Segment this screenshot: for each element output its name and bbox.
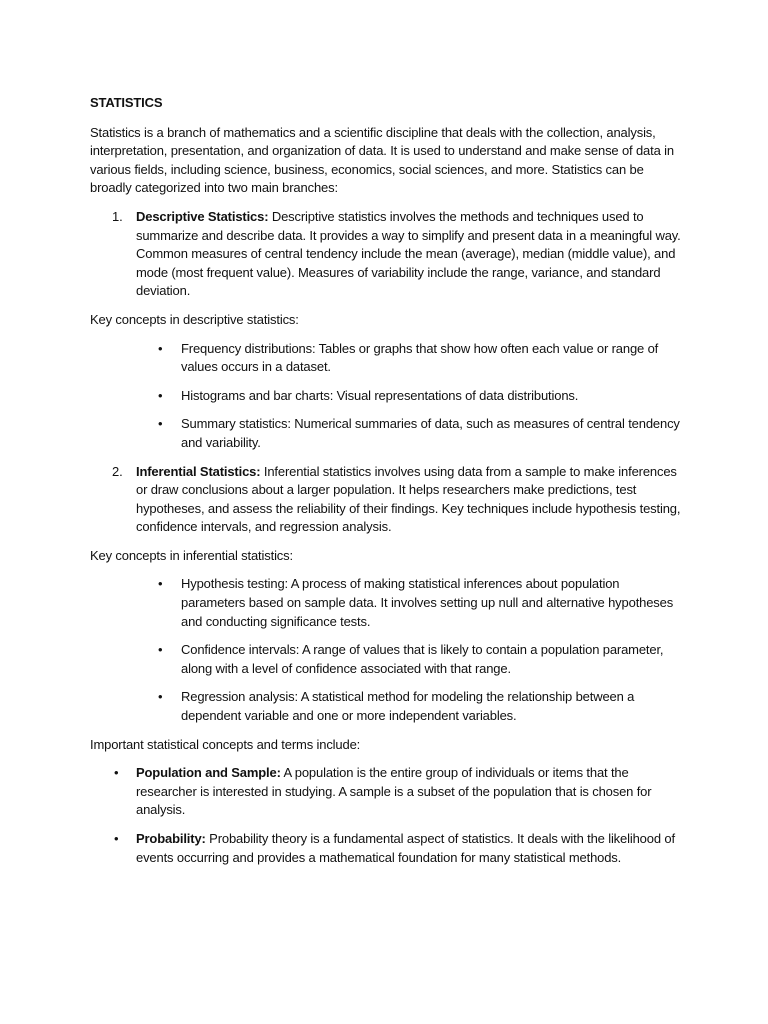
term-text: A population is the entire group of individuals or items that the researcher is interested in studying. A sample is a subset of the population that is chosen for analysis.: [136, 765, 652, 818]
term-item-population: [90, 764, 686, 820]
branch-item-inferential: [90, 463, 686, 537]
list-number: 1.: [112, 208, 123, 224]
list-item: [90, 575, 686, 631]
term-label: Population and Sample:: [136, 765, 281, 781]
list-number: 2.: [112, 463, 123, 479]
bullet-icon: •: [158, 689, 163, 705]
list-item: [90, 387, 686, 406]
list-item-text: Frequency distributions: Tables or graphs that show how often each value or range of values occurs in a dataset.: [181, 340, 659, 375]
branch-term: Descriptive Statistics:: [136, 208, 269, 224]
term-item-probability: [90, 830, 686, 867]
bullet-icon: •: [158, 340, 163, 356]
branch-term: Inferential Statistics:: [136, 463, 261, 479]
bullet-icon: •: [114, 765, 119, 781]
term-label: Probability:: [136, 831, 206, 846]
bullet-icon: •: [158, 642, 163, 658]
bullet-icon: •: [158, 416, 163, 432]
inferential-heading: Key concepts in inferential statistics:: [90, 547, 293, 563]
list-item: [90, 415, 686, 452]
list-item-text: Summary statistics: Numerical summaries of data, such as measures of central tendency and variability.: [181, 416, 680, 450]
list-item-text: Regression analysis: A statistical method for modeling the relationship between a dependent variable and one or more independent variables.: [181, 689, 635, 724]
terms-heading: Important statistical concepts and terms include:: [90, 736, 361, 752]
bullet-icon: •: [114, 831, 119, 846]
list-item: [90, 340, 686, 377]
bullet-icon: •: [158, 576, 163, 592]
branch-text: Inferential statistics involves using data from a sample to make inferences or draw conclusions about a larger population. It helps researchers make predictions, test hypotheses, and assess the reliability of their findings. Key techniques include hypothesis testing, confidence intervals, and regression analysis.: [136, 463, 681, 535]
intro-paragraph: Statistics is a branch of mathematics and a scientific discipline that deals with the collection, analysis, interpretation, presentation, and organization of data. It is used to understand and make sense of data in various fields, including science, business, economics, social sciences, and more. Statistics can be broadly categorized into two main branches:: [90, 124, 674, 196]
descriptive-concepts-list: [90, 340, 686, 453]
branch-item-descriptive: [90, 208, 686, 301]
list-item-text: Hypothesis testing: A process of making statistical inferences about population parameters based on sample data. It involves setting up null and alternative hypotheses and conducting significance tests.: [181, 576, 674, 629]
bullet-icon: •: [158, 387, 163, 403]
list-item-text: Confidence intervals: A range of values that is likely to contain a population parameter, along with a level of confidence associated with that range.: [181, 642, 664, 676]
list-item-text: Histograms and bar charts: Visual representations of data distributions.: [181, 387, 579, 403]
inferential-concepts-list: [90, 575, 686, 725]
term-text: Probability theory is a fundamental aspect of statistics. It deals with the likelihood of events occurring and provides a mathematical foundation for many statistical methods.: [136, 831, 675, 865]
list-item: [90, 688, 686, 725]
descriptive-heading: Key concepts in descriptive statistics:: [90, 311, 299, 327]
branch-text: Descriptive statistics involves the methods and techniques used to summarize and describe data. It provides a way to simplify and present data in a meaningful way. Common measures of central tendency include the mean (average), median (middle value), and mode (most frequent value). Measures of variability include the range, variance, and standard deviation.: [136, 208, 681, 299]
document-body: [90, 94, 686, 877]
list-item: [90, 641, 686, 678]
document-title: STATISTICS: [90, 95, 163, 110]
